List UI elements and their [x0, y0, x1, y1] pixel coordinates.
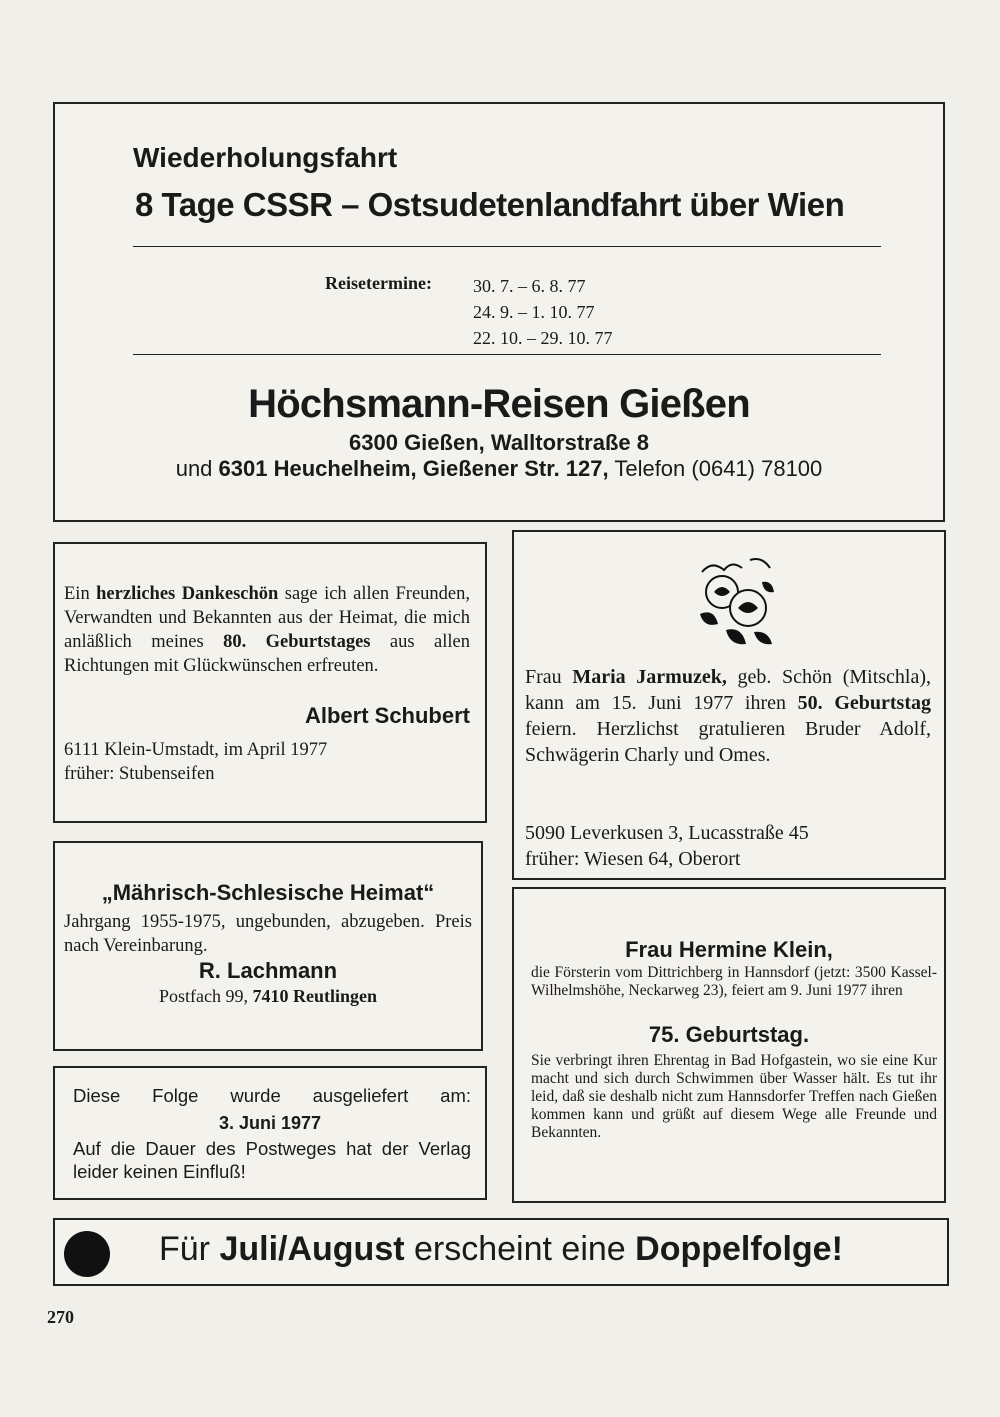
heimat-body: Jahrgang 1955-1975, ungebunden, abzugeben. Preis nach Vereinbarung.	[64, 912, 472, 956]
thanks-notice	[53, 542, 487, 823]
maria-text: Frau Maria Jarmuzek, geb. Schön (Mitschla), kann am 15. Juni 1977 ihren 50. Geburtstag feiern. Herzlichst gratulieren Bruder Adolf, Schwägerin Charly und Omes.	[525, 666, 931, 766]
divider-top	[133, 246, 881, 247]
thanks-place-date: 6111 Klein-Umstadt, im April 1977	[64, 740, 328, 760]
address-phone: Telefon (0641) 78100	[608, 456, 823, 481]
thanks-signature: Albert Schubert	[304, 703, 470, 728]
hermine-birthday: 75. Geburtstag.	[648, 1022, 810, 1047]
thanks-text: Ein herzliches Dankeschön sage ich allen Freunden, Verwandten und Bekannten aus der Heimat, die mich anläßlich meines 80. Geburtstages aus allen Richtungen mit Glückwünschen erfreuten.	[64, 584, 470, 676]
travel-kicker: Wiederholungsfahrt	[133, 142, 398, 173]
address-bold: 6301 Heuchelheim, Gießener Str. 127,	[218, 456, 609, 481]
heimat-name: R. Lachmann	[198, 958, 338, 983]
delivery-line: Diese Folge wurde ausgeliefert am:	[73, 1085, 471, 1106]
delivery-date: 3. Juni 1977	[218, 1113, 322, 1133]
maria-street: 5090 Leverkusen 3, Lucasstraße 45	[525, 822, 809, 844]
company-name: Höchsmann-Reisen Gießen	[248, 382, 750, 426]
thanks-formerly: früher: Stubenseifen	[64, 764, 215, 784]
hermine-intro: die Försterin vom Dittrichberg in Hannsdorf (jetzt: 3500 Kassel-Wilhelmshöhe, Neckarweg 23), feiert am 9. Juni 1977 ihren	[531, 964, 937, 999]
address-prefix: und	[175, 456, 219, 481]
company-address-2	[55, 456, 943, 482]
travel-advertisement	[53, 102, 945, 522]
dates-label: Reisetermine:	[325, 273, 432, 293]
delivery-notice	[53, 1066, 487, 1200]
double-issue-banner	[53, 1218, 949, 1286]
travel-headline: 8 Tage CSSR – Ostsudetenlandfahrt über Wien	[135, 186, 845, 223]
page-number: 270	[47, 1307, 74, 1327]
hermine-name: Frau Hermine Klein,	[625, 937, 833, 962]
divider-bottom	[133, 354, 881, 355]
travel-dates	[473, 273, 613, 351]
banner-text: Für Juli/August erscheint eine Doppelfolge!	[159, 1230, 843, 1268]
hermine-notice	[512, 887, 946, 1203]
delivery-disclaimer: Auf die Dauer des Postweges hat der Verlag leider keinen Einfluß!	[73, 1138, 471, 1182]
company-address-1: 6300 Gießen, Walltorstraße 8	[349, 430, 649, 455]
bullet-dot-icon	[64, 1231, 110, 1277]
date-range-1: 30. 7. – 6. 8. 77	[473, 276, 586, 296]
heimat-address: Postfach 99, 7410 Reutlingen	[158, 986, 377, 1006]
rose-icon	[692, 552, 778, 652]
heimat-notice	[53, 841, 483, 1051]
thanks-location	[64, 738, 470, 786]
maria-formerly: früher: Wiesen 64, Oberort	[525, 848, 741, 870]
hermine-body: Sie verbringt ihren Ehrentag in Bad Hofgastein, wo sie eine Kur macht und sich durch Schwimmen über Wasser hält. Es tut ihr leid, daß sie deshalb nicht zum Hannsdorfer Treffen nach Gießen kommen kann und grüßt auf diesem Wege alle Freunde und Bekannten.	[531, 1052, 937, 1141]
date-range-3: 22. 10. – 29. 10. 77	[473, 328, 613, 348]
maria-notice	[512, 530, 946, 880]
maria-address	[525, 820, 931, 872]
date-range-2: 24. 9. – 1. 10. 77	[473, 302, 595, 322]
heimat-title: „Mährisch-Schlesische Heimat“	[101, 880, 435, 905]
